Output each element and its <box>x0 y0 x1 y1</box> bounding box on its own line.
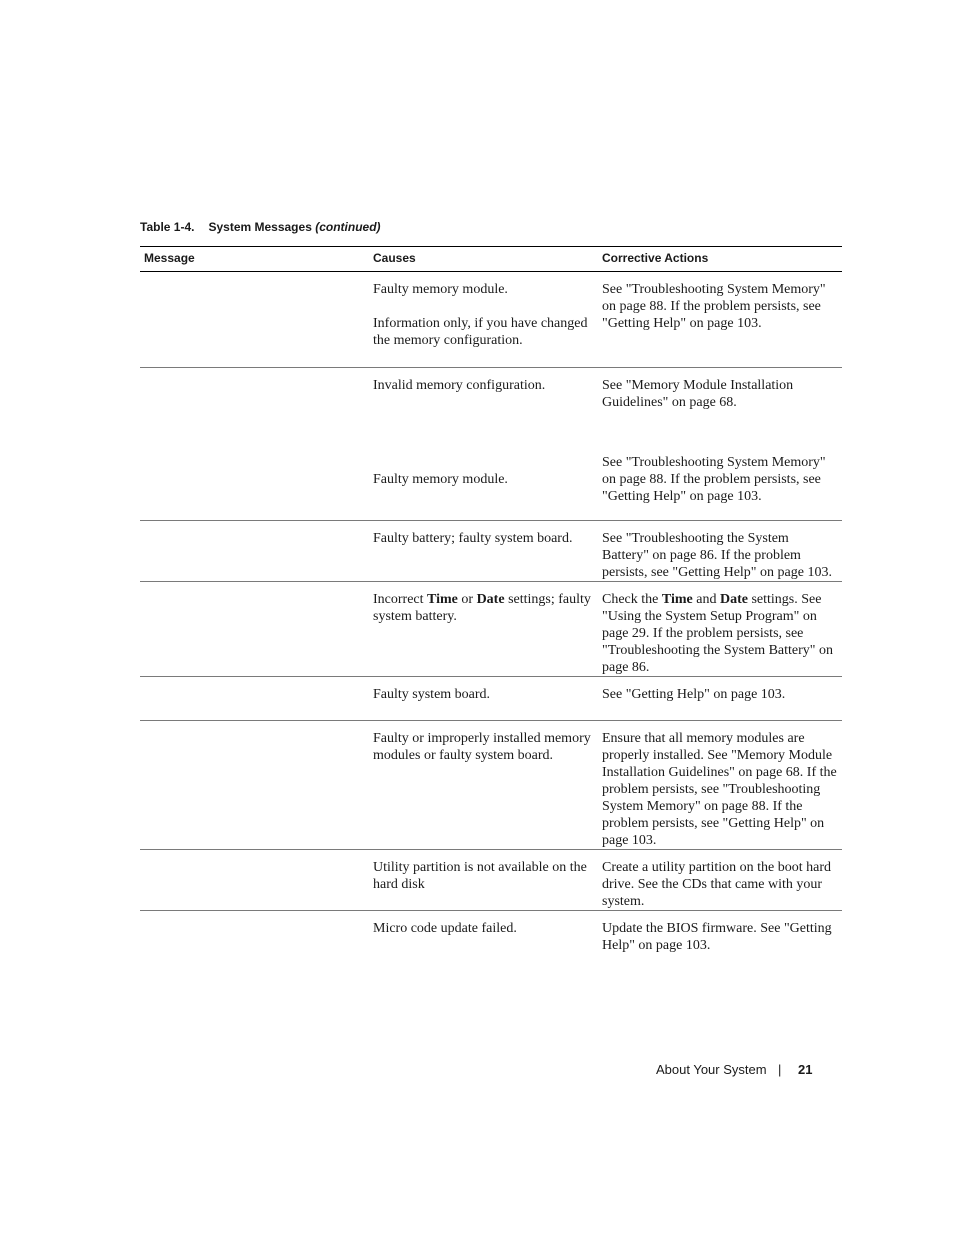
table-row <box>140 721 842 850</box>
causes-cell: Faulty battery; faulty system board. <box>369 521 598 582</box>
header-corrective-actions: Corrective Actions <box>598 247 842 272</box>
table-title: System Messages <box>208 220 312 234</box>
table-number: Table 1-4. <box>140 220 195 234</box>
action-text: settings. See "Using the System Setup Program" on page 29. If the problem persists, see "Troubleshooting the System Battery" on page 86. <box>602 592 834 675</box>
actions-cell: See "Troubleshooting the System Battery" on page 86. If the problem persists, see "Getting Help" on page 103. <box>598 521 842 582</box>
causes-cell: Utility partition is not available on the hard disk <box>369 850 598 911</box>
cause-text: or <box>457 592 477 607</box>
causes-cell: Faulty system board. <box>369 677 598 721</box>
table-header-row <box>140 247 842 272</box>
table-row <box>140 582 842 677</box>
date-setting-label: Date <box>476 592 505 607</box>
actions-cell: Create a utility partition on the boot hard drive. See the CDs that came with your system. <box>598 850 842 911</box>
table-row <box>140 677 842 721</box>
actions-cell: See "Troubleshooting System Memory" on page 88. If the problem persists, see "Getting Help" on page 103. <box>598 272 842 368</box>
system-messages-table <box>140 246 842 956</box>
causes-cell <box>369 272 598 368</box>
message-cell <box>140 368 369 521</box>
causes-cell <box>369 368 598 521</box>
footer-separator: | <box>778 1062 782 1077</box>
table-row <box>140 850 842 911</box>
cause-text: settings; faulty system battery. <box>373 592 591 624</box>
causes-cell <box>369 582 598 677</box>
table-caption <box>140 220 381 234</box>
table-row <box>140 911 842 957</box>
message-cell <box>140 521 369 582</box>
causes-cell: Micro code update failed. <box>373 921 517 936</box>
action-text: See "Memory Module Installation Guidelines" on page 68. <box>602 378 794 410</box>
table-row <box>140 368 842 521</box>
page-number: 21 <box>798 1062 813 1077</box>
cause-text: Incorrect <box>373 592 428 607</box>
message-cell <box>140 850 369 911</box>
action-text: Check the <box>602 592 662 607</box>
time-setting-label: Time <box>427 592 458 607</box>
action-text: See "Troubleshooting System Memory" on page 88. If the problem persists, see "Getting Help" on page 103. <box>602 455 826 504</box>
page-footer <box>656 1062 813 1077</box>
message-cell <box>140 272 369 368</box>
actions-cell: Ensure that all memory modules are properly installed. See "Memory Module Installation Guidelines" on page 68. If the problem persists, see "Troubleshooting System Memory" on page 88. If the problem persists, see "Getting Help" on page 103. <box>598 721 842 850</box>
time-setting-label: Time <box>661 592 693 607</box>
header-causes: Causes <box>369 247 598 272</box>
date-setting-label: Date <box>719 592 748 607</box>
causes-cell: Faulty or improperly installed memory modules or faulty system board. <box>369 721 598 850</box>
message-cell <box>140 911 369 957</box>
message-cell <box>140 582 369 677</box>
cause-text: Faulty memory module. <box>373 472 508 487</box>
footer-section-title: About Your System <box>656 1062 767 1077</box>
cause-text: Information only, if you have changed the memory configuration. <box>373 316 588 348</box>
actions-cell: Update the BIOS firmware. See "Getting Help" on page 103. <box>602 921 832 953</box>
actions-cell <box>598 368 842 521</box>
message-cell <box>140 677 369 721</box>
cause-text: Faulty memory module. <box>373 282 508 297</box>
table-row <box>140 521 842 582</box>
actions-cell <box>598 582 842 677</box>
table-row <box>140 272 842 368</box>
cause-text: Invalid memory configuration. <box>373 378 546 393</box>
message-cell <box>140 721 369 850</box>
actions-cell: See "Getting Help" on page 103. <box>598 677 842 721</box>
table-continued: (continued) <box>315 220 381 234</box>
header-message: Message <box>140 247 369 272</box>
action-text: and <box>692 592 720 607</box>
